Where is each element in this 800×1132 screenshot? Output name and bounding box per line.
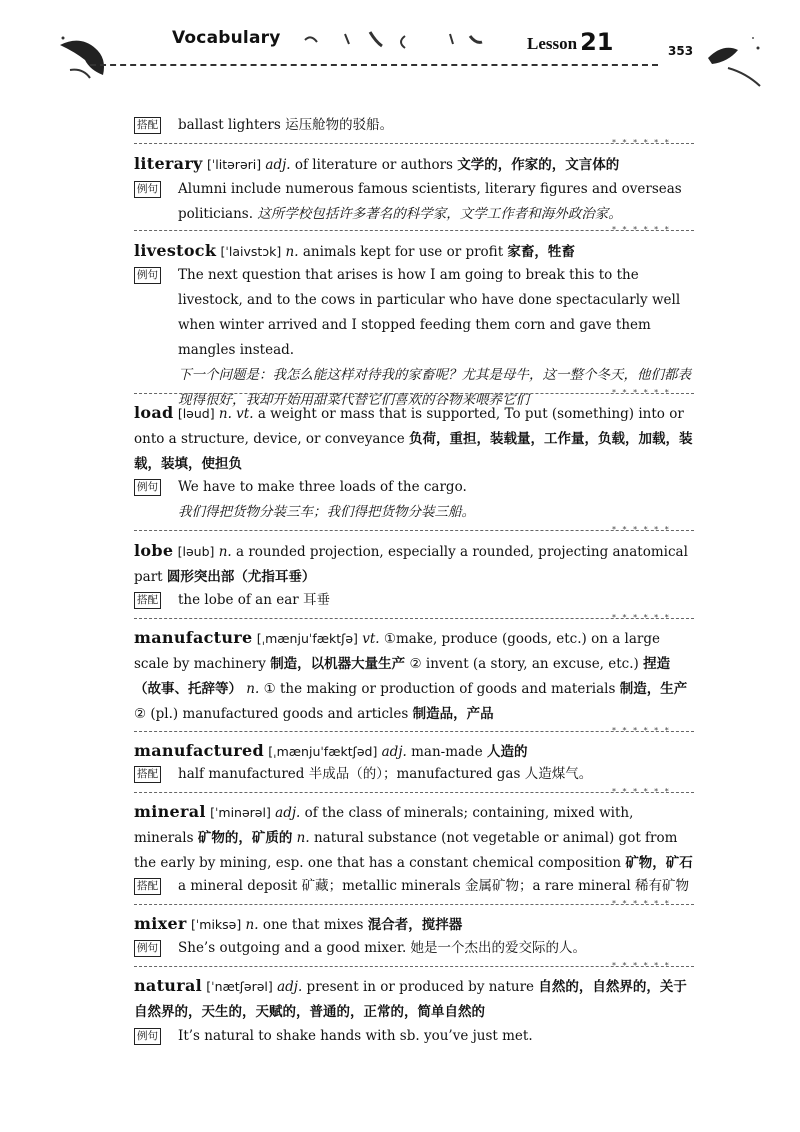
entry-load [134,400,694,477]
pronunciation: [ˈmiksə] [190,917,242,932]
example-natural [134,1024,694,1049]
definition: ② invent (a story, an excuse, etc.) [409,656,639,672]
example-translation: 下一个问题是：我怎么能这样对待我的家畜呢？尤其是母牛，这一整个冬天，他们都表现得很好，我却开始用甜菜代替它们喜欢的谷物来喂养它们 [178,367,691,408]
example-sentence: She’s outgoing and a good mixer. 她是一个杰出的爱交际的人。 [178,940,587,956]
entry-manufacture [134,625,694,727]
pronunciation: [ˈminərəl] [210,805,271,820]
header-divider [90,64,658,66]
headword: natural [134,976,202,995]
definition: a weight or mass that is supported, To put (something) into or onto a structure, device, or conveyance [134,406,684,447]
part-of-speech: adj. [381,744,407,760]
entry-literary [134,151,694,178]
example-sentence: It’s natural to shake hands with sb. you’ve just met. [178,1028,533,1044]
example-tag: 例句 [134,1028,161,1045]
definition: of the class of minerals; containing, mixed with, minerals [134,805,634,846]
collocation-tag: 搭配 [134,117,161,134]
headword: livestock [134,241,217,260]
part-of-speech: adj. [275,805,301,821]
collocation-text: a mineral deposit 矿藏；metallic minerals 金属矿物；a rare mineral 稀有矿物 [178,878,690,894]
collocation-manufactured [134,762,694,787]
example-tag: 例句 [134,940,161,957]
part-of-speech: n. [296,830,310,846]
divider-stars: * * * * * * [612,613,671,622]
pronunciation: [ləub] [177,544,215,559]
chinese-definition: 自然的，自然界的，关于自然界的，天生的，天赋的，普通的，正常的，简单自然的 [134,979,687,1020]
chinese-definition: 制造，生产 [619,681,688,697]
entry-natural [134,973,694,1025]
definition: natural substance (not vegetable or animal) got from the early by mining, esp. one that has a constant chemical composition [134,830,678,871]
ink-splash-right-decoration [698,28,768,90]
example-sentence: We have to make three loads of the cargo. [178,479,467,495]
example-mixer [134,936,694,961]
pronunciation: [ˌmænjuˈfæktʃəd] [268,744,378,759]
divider-stars: * * * * * * [612,138,671,147]
ballast-collocation [134,113,694,138]
definition: animals kept for use or profit [302,244,504,260]
headword: mineral [134,802,206,821]
definition: present in or produced by nature [306,979,535,995]
divider-stars: * * * * * * [612,961,671,970]
example-tag: 例句 [134,479,161,496]
chinese-definition: 矿物的，矿质的 [197,830,293,846]
entry-divider [134,393,694,394]
definition: one that mixes [262,917,364,933]
headword: lobe [134,541,174,560]
header-lesson [527,28,613,56]
chinese-definition: 混合者，搅拌器 [367,917,463,933]
chinese-definition: 制造，以机器大量生产 [270,656,406,672]
divider-stars: * * * * * * [612,225,671,234]
brush-strokes-decoration [300,30,500,52]
pronunciation: [ˈlaivstɔk] [220,244,282,259]
entry-divider [134,143,694,144]
headword: manufactured [134,741,264,760]
divider-stars: * * * * * * [612,899,671,908]
divider-stars: * * * * * * [612,726,671,735]
entry-lobe [134,538,694,590]
divider-stars: * * * * * * [612,787,671,796]
lesson-label: Lesson [527,34,578,53]
pronunciation: [ˌmænjuˈfæktʃə] [256,631,358,646]
chinese-definition: 圆形突出部（尤指耳垂） [166,569,316,585]
example-translation: 这所学校包括许多著名的科学家，文学工作者和海外政治家。 [257,206,622,222]
definition: ① the making or production of goods and materials [263,681,616,697]
example-tag: 例句 [134,267,161,284]
part-of-speech: vt. [362,631,380,647]
part-of-speech: n. [245,917,259,933]
entry-mixer [134,911,694,938]
example-literary [134,177,694,227]
chinese-definition: 家畜，牲畜 [507,244,575,260]
definition: man-made [411,744,483,760]
collocation-tag: 搭配 [134,592,161,609]
ink-splash-left-decoration [55,30,115,85]
part-of-speech: adj. [265,157,291,173]
chinese-definition: 负荷，重担，装载量，工作量，负载，加载，装载，装填，使担负 [134,431,693,472]
collocation-text: the lobe of an ear 耳垂 [178,592,331,608]
chinese-definition: 制造品，产品 [412,706,494,722]
entry-divider [134,731,694,732]
pronunciation: [ˈnætʃərəl] [206,979,273,994]
page-number: 353 [668,44,694,58]
entry-mineral [134,799,694,876]
definition: of literature or authors [294,157,453,173]
divider-stars: * * * * * * [612,388,671,397]
definition: ①make, produce (goods, etc.) on a large scale by machinery [134,631,660,672]
example-sentence: Alumni include numerous famous scientists, literary figures and overseas politicians. [178,181,682,222]
example-load [134,475,694,525]
chinese-definition: 捏造（故事、托辞等） [134,656,671,697]
entry-livestock [134,238,694,265]
chinese-definition: 文学的，作家的，文言体的 [457,157,620,173]
collocation-text: ballast lighters 运压舱物的驳船。 [178,117,394,133]
entry-divider [134,230,694,231]
entry-manufactured [134,738,694,765]
pronunciation: [ləud] [177,406,215,421]
part-of-speech: adj. [277,979,303,995]
part-of-speech: n. [285,244,299,260]
headword: mixer [134,914,187,933]
chinese-definition: 矿物，矿石 [625,855,693,871]
entry-divider [134,530,694,531]
collocation-tag: 搭配 [134,878,161,895]
part-of-speech: n. vt. [218,406,254,422]
example-tag: 例句 [134,181,161,198]
collocation-lobe [134,588,694,613]
definition: a rounded projection, especially a rounded, projecting anatomical part [134,544,688,585]
part-of-speech: n. [218,544,232,560]
entry-divider [134,966,694,967]
example-sentence: The next question that arises is how I am going to break this to the livestock, and to the cows in particular who have done spectacularly well when winter arrived and I stopped feeding them corn and gave them mangles instead. [178,267,681,358]
entry-divider [134,618,694,619]
collocation-mineral [134,874,694,899]
entry-divider [134,792,694,793]
example-livestock [134,263,694,413]
pronunciation: [ˈlitərəri] [206,157,262,172]
entry-divider [134,904,694,905]
headword: literary [134,154,203,173]
header-title: Vocabulary [172,28,281,48]
chinese-definition: 人造的 [486,744,528,760]
headword: manufacture [134,628,253,647]
collocation-tag: 搭配 [134,766,161,783]
part-of-speech: n. [246,681,260,697]
headword: load [134,403,174,422]
example-translation: 我们得把货物分装三车；我们得把货物分装三船。 [178,504,475,520]
collocation-text: half manufactured 半成品（的）；manufactured gas 人造煤气。 [178,766,593,782]
definition: ② (pl.) manufactured goods and articles [134,706,409,722]
divider-stars: * * * * * * [612,525,671,534]
lesson-number: 21 [580,28,614,56]
